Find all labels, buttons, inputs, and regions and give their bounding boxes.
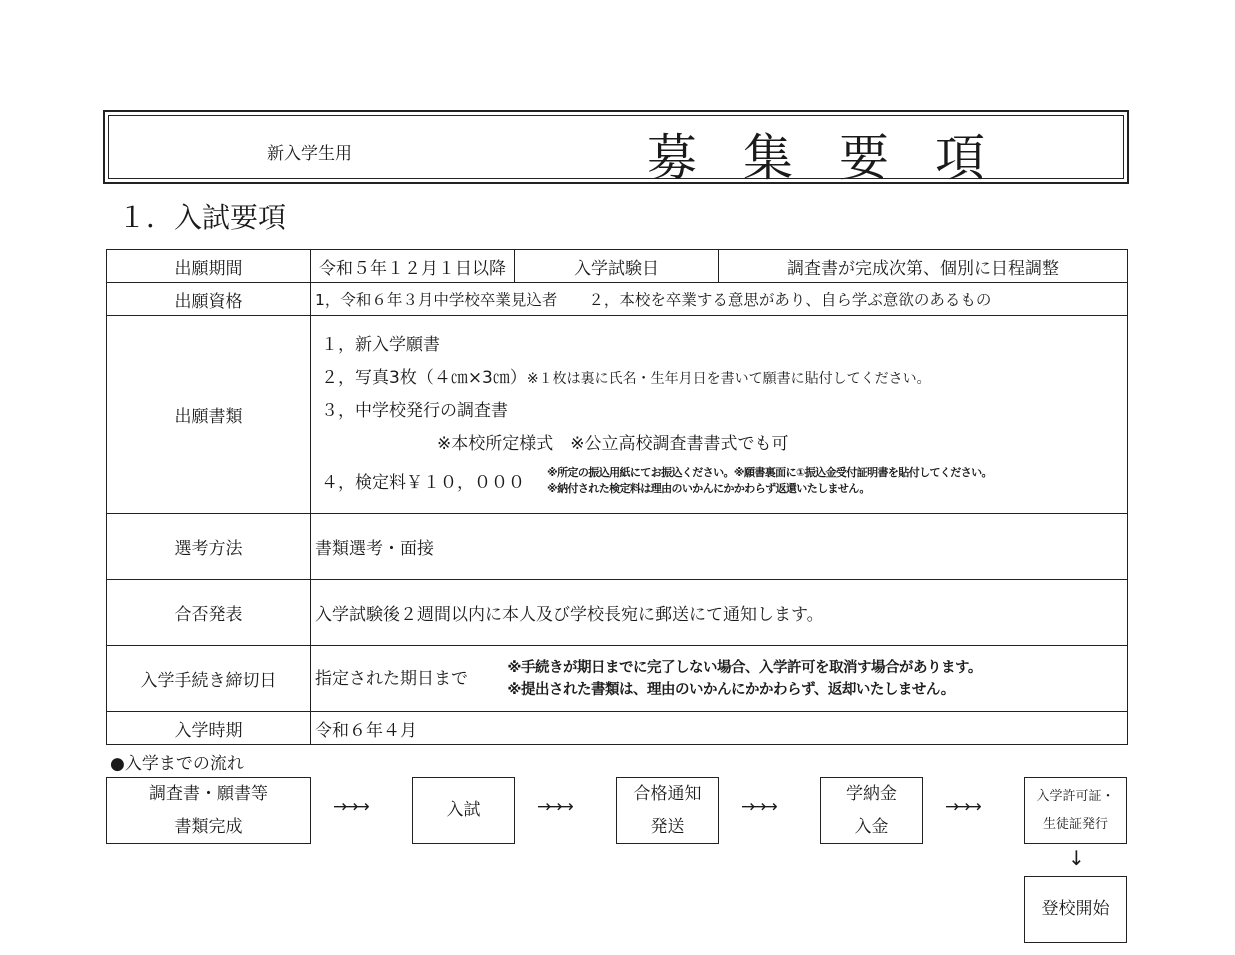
flow-step-payment-line1: 学納金 xyxy=(846,783,897,804)
row-deadline xyxy=(107,646,1128,712)
header-box xyxy=(103,110,1129,187)
application-period-label: 出願期間 xyxy=(107,250,311,283)
row-selection xyxy=(107,514,1128,580)
deadline-notes xyxy=(507,657,981,701)
flow-arrow-4: →→→ xyxy=(945,797,979,817)
document-item-2-main: ２，写真3枚（４㎝×3㎝） xyxy=(321,367,527,388)
entry-value: 令和６年４月 xyxy=(311,712,1128,745)
document-item-3-note: ※本校所定様式 ※公立高校調査書書式でも可 xyxy=(437,433,789,454)
deadline-label: 入学手続き締切日 xyxy=(107,646,311,712)
flow-arrow-3: →→→ xyxy=(741,797,775,817)
deadline-value: 指定された期日まで xyxy=(315,668,468,689)
flow-step-notification-line2: 発送 xyxy=(650,816,685,837)
flow-step-admission-permit xyxy=(1024,777,1127,844)
flow-down-arrow: ↓ xyxy=(1068,846,1085,870)
flow-step-documents xyxy=(106,777,311,844)
results-label: 合否発表 xyxy=(107,580,311,646)
header-subtitle: 新入学生用 xyxy=(267,144,352,164)
selection-value: 書類選考・面接 xyxy=(311,514,1128,580)
flow-step-exam-label: 入試 xyxy=(446,800,481,820)
document-item-3: ３，中学校発行の調査書 xyxy=(321,400,508,421)
fee-note-1: ※所定の振込用紙にてお振込ください。※願書裏面に①振込金受付証明書を貼付してください。 xyxy=(547,465,992,479)
header-inner-border xyxy=(108,115,1124,187)
flow-step-start-school xyxy=(1024,876,1127,943)
exam-date-value: 調査書が完成次第、個別に日程調整 xyxy=(719,250,1128,283)
document-item-4 xyxy=(321,461,1123,501)
flow-step-documents-line2: 書類完成 xyxy=(174,816,243,837)
eligibility-value: 1，令和６年３月中学校卒業見込者 ２，本校を卒業する意思があり、自ら学ぶ意欲のあるもの xyxy=(311,283,1128,316)
requirements-table xyxy=(106,249,1128,745)
flow-arrow-1: →→→ xyxy=(333,797,367,817)
results-value: 入学試験後２週間以内に本人及び学校長宛に郵送にて通知します。 xyxy=(311,580,1128,646)
fee-note-2: ※納付された検定料は理由のいかんにかかわらず返還いたしません。 xyxy=(547,481,870,495)
deadline-note-2: ※提出された書類は、理由のいかんにかかわらず、返却いたしません。 xyxy=(507,681,955,698)
flow-step-payment-line2: 入金 xyxy=(854,816,889,837)
flow-step-documents-line1: 調査書・願書等 xyxy=(149,783,268,804)
flow-heading: ●入学までの流れ xyxy=(110,754,244,774)
document-item-2 xyxy=(321,362,1123,395)
eligibility-label: 出願資格 xyxy=(107,283,311,316)
exam-date-label: 入学試験日 xyxy=(515,250,719,283)
page-title: 募集要項 xyxy=(647,129,1031,187)
deadline-note-1: ※手続きが期日までに完了しない場合、入学許可を取消す場合があります。 xyxy=(507,659,982,676)
document-item-1: １，新入学願書 xyxy=(321,334,440,355)
flow-step-notification xyxy=(616,777,719,844)
flow-step-start-school-label: 登校開始 xyxy=(1041,899,1110,919)
flow-step-admission-permit-line1: 入学許可証・ xyxy=(1036,788,1115,804)
documents-label: 出願書類 xyxy=(107,316,311,514)
row-results xyxy=(107,580,1128,646)
flow-step-notification-line1: 合格通知 xyxy=(633,783,702,804)
fee-notes xyxy=(547,465,992,497)
row-documents xyxy=(107,316,1128,514)
row-entry xyxy=(107,712,1128,745)
selection-label: 選考方法 xyxy=(107,514,311,580)
section-heading: １．入試要項 xyxy=(118,201,287,234)
flow-arrow-2: →→→ xyxy=(537,797,571,817)
flow-step-exam xyxy=(412,777,515,844)
deadline-cell xyxy=(311,646,1128,712)
row-eligibility xyxy=(107,283,1128,316)
flow-step-admission-permit-line2: 生徒証発行 xyxy=(1042,816,1108,832)
row-application-period xyxy=(107,250,1128,283)
document-item-2-note: ※１枚は裏に氏名・生年月日を書いて願書に貼付してください。 xyxy=(526,370,931,387)
document-item-4-main: ４，検定料￥１０，０００ xyxy=(321,473,525,493)
entry-label: 入学時期 xyxy=(107,712,311,745)
flow-step-payment xyxy=(820,777,923,844)
application-period-value: 令和５年１２月１日以降 xyxy=(311,250,515,283)
documents-cell xyxy=(311,316,1128,514)
